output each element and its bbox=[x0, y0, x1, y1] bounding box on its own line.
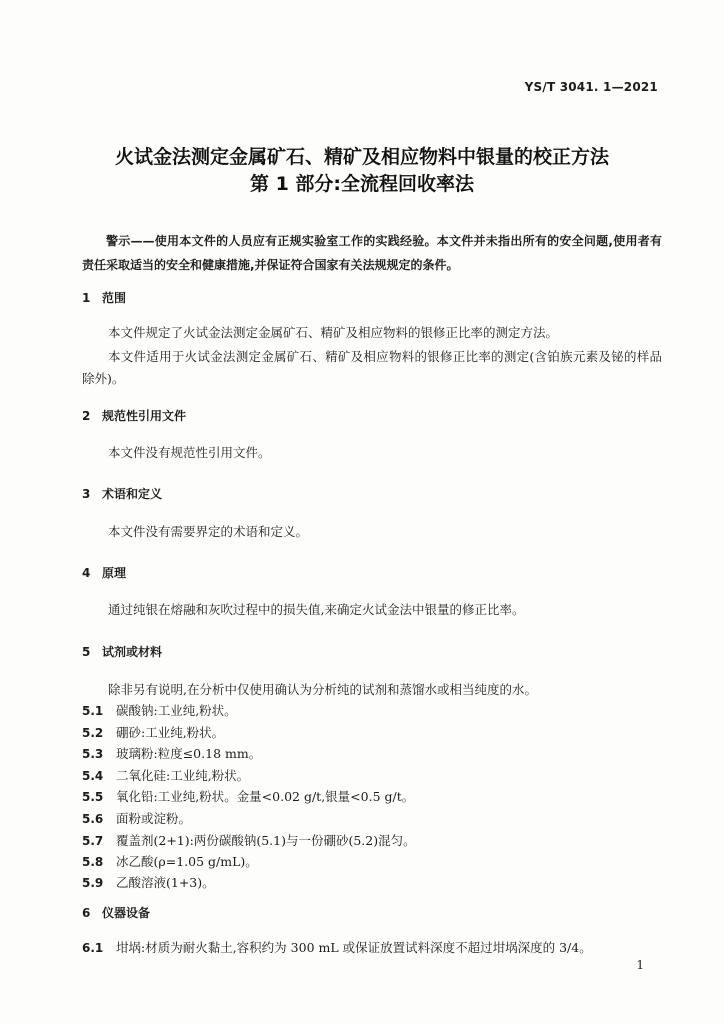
list-item: 5.2 硼砂:工业纯,粉状。 bbox=[82, 725, 225, 740]
list-item: 5.6 面粉或淀粉。 bbox=[82, 811, 192, 826]
section-title: 范围 bbox=[102, 291, 127, 305]
section-3-heading bbox=[82, 485, 162, 503]
section-number: 1 bbox=[82, 291, 91, 305]
warning-notice: 警示——使用本文件的人员应有正规实验室工作的实践经验。本文件并未指出所有的安全问题,使用者有责任采取适当的安全和健康措施,并保证符合国家有关法规规定的条件。 bbox=[82, 234, 662, 272]
section-title: 试剂或材料 bbox=[102, 645, 163, 659]
section-5-heading bbox=[82, 643, 162, 661]
section-number: 5 bbox=[82, 645, 91, 659]
section-4-paragraph: 通过纯银在熔融和灰吹过程中的损失值,来确定火试金法中银量的修正比率。 bbox=[108, 602, 525, 617]
list-item: 5.1 碳酸钠:工业纯,粉状。 bbox=[82, 703, 237, 718]
section-2-paragraph: 本文件没有规范性引用文件。 bbox=[108, 445, 271, 460]
document-title-line1: 火试金法测定金属矿石、精矿及相应物料中银量的校正方法 bbox=[114, 146, 609, 168]
list-item: 6.1 坩埚:材质为耐火黏土,容积约为 300 mL 或保证放置试料深度不超过坩埚深度的 3/4。 bbox=[82, 940, 592, 955]
list-item: 5.3 玻璃粉:粒度≤0.18 mm。 bbox=[82, 746, 262, 761]
list-item: 5.9 乙酸溶液(1+3)。 bbox=[82, 875, 215, 890]
section-number: 6 bbox=[82, 906, 91, 920]
section-number: 2 bbox=[82, 409, 91, 423]
section-title: 规范性引用文件 bbox=[102, 409, 187, 423]
section-number: 4 bbox=[82, 566, 91, 580]
section-2-heading bbox=[82, 407, 186, 425]
section-1-paragraph-2: 本文件适用于火试金法测定金属矿石、精矿及相应物料的银修正比率的测定(含铂族元素及铋的样品除外)。 bbox=[82, 349, 662, 386]
list-item: 5.5 氧化铅:工业纯,粉状。金量<0.02 g/t,银量<0.5 g/t。 bbox=[82, 789, 415, 804]
list-item: 5.7 覆盖剂(2+1):两份碳酸钠(5.1)与一份硼砂(5.2)混匀。 bbox=[82, 833, 416, 848]
section-5-paragraph: 除非另有说明,在分析中仅使用确认为分析纯的试剂和蒸馏水或相当纯度的水。 bbox=[108, 682, 537, 697]
section-3-paragraph: 本文件没有需要界定的术语和定义。 bbox=[108, 524, 309, 539]
standard-number: YS/T 3041. 1—2021 bbox=[524, 80, 658, 94]
section-6-heading bbox=[82, 904, 150, 922]
section-title: 术语和定义 bbox=[102, 487, 163, 501]
section-4-heading bbox=[82, 564, 126, 582]
page-number: 1 bbox=[636, 958, 644, 972]
document-title-line2: 第 1 部分:全流程回收率法 bbox=[249, 173, 475, 195]
section-title: 仪器设备 bbox=[102, 906, 151, 920]
section-1-paragraph-1: 本文件规定了火试金法测定金属矿石、精矿及相应物料的银修正比率的测定方法。 bbox=[108, 325, 559, 340]
list-item: 5.4 二氧化硅:工业纯,粉状。 bbox=[82, 768, 250, 783]
section-number: 3 bbox=[82, 487, 91, 501]
section-1-heading bbox=[82, 289, 126, 307]
section-title: 原理 bbox=[102, 566, 127, 580]
list-item: 5.8 冰乙酸(ρ=1.05 g/mL)。 bbox=[82, 854, 258, 869]
